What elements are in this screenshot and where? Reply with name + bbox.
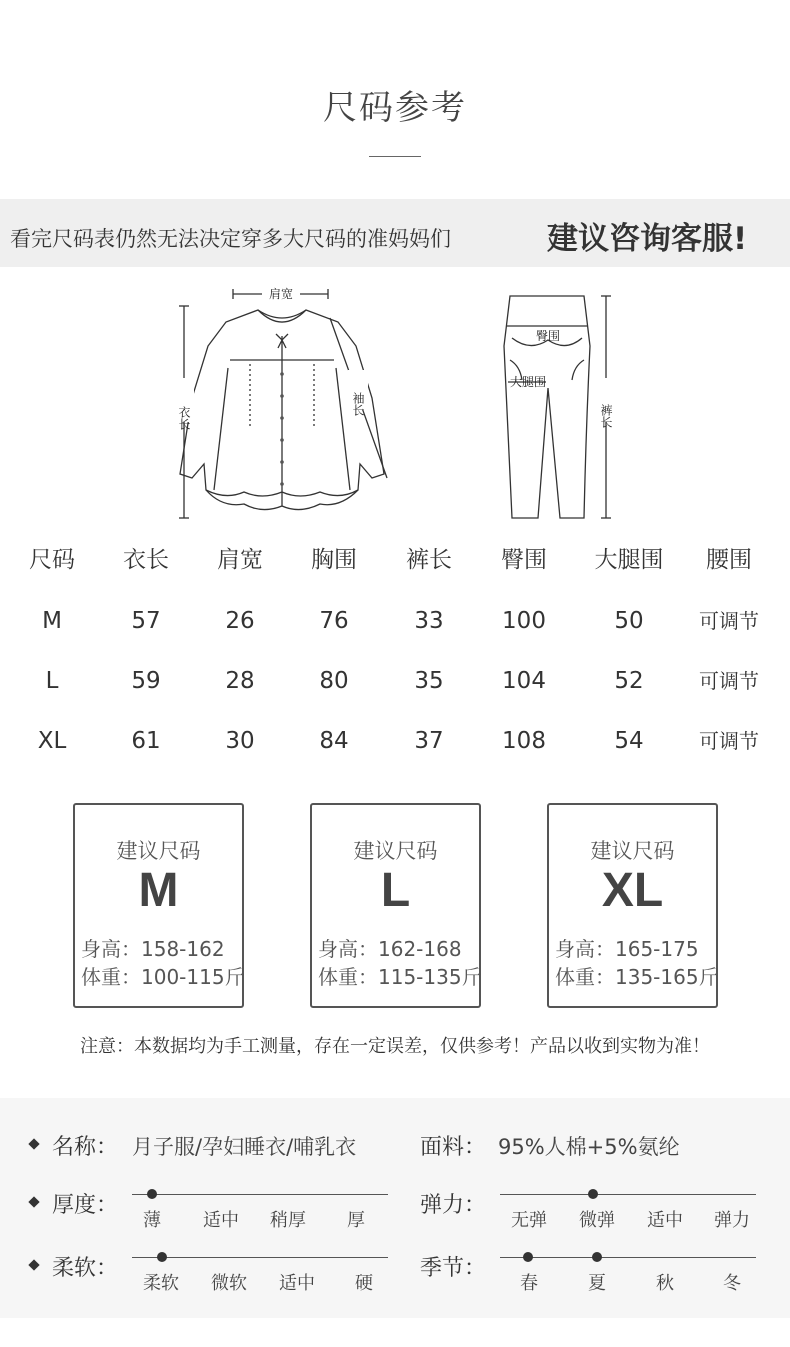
softness-marker xyxy=(157,1252,167,1262)
table-cell: 33 xyxy=(414,608,444,634)
softness-label: 柔软： xyxy=(52,1256,119,1281)
pants-length-label: 裤长 xyxy=(599,404,613,428)
recommend-weight: 体重：100-115斤 xyxy=(81,965,245,989)
table-cell: 108 xyxy=(502,728,546,754)
table-cell: 104 xyxy=(502,668,546,694)
table-cell: 76 xyxy=(319,608,349,634)
garment-diagram xyxy=(0,278,790,528)
elasticity-option: 适中 xyxy=(647,1210,683,1231)
table-cell: 30 xyxy=(225,728,255,754)
header-cell: 尺码 xyxy=(29,547,75,573)
table-cell: 57 xyxy=(131,608,161,634)
banner-headline: 建议咨询客服! xyxy=(547,221,748,257)
thickness-scale xyxy=(132,1194,388,1195)
table-cell: XL xyxy=(37,728,67,754)
thigh-label: 大腿围 xyxy=(509,375,547,389)
elasticity-option: 微弹 xyxy=(579,1210,615,1231)
elasticity-label: 弹力： xyxy=(420,1193,487,1218)
name-value: 月子服/孕妇睡衣/哺乳衣 xyxy=(132,1135,357,1159)
table-cell: 61 xyxy=(131,728,161,754)
recommend-label: 建议尺码 xyxy=(353,839,438,863)
fabric-value: 95%人棉+5%氨纶 xyxy=(498,1135,680,1159)
season-option: 冬 xyxy=(723,1273,741,1294)
recommend-height: 身高：165-175 xyxy=(555,937,699,961)
softness-option: 微软 xyxy=(211,1273,247,1294)
header-cell: 臀围 xyxy=(501,547,547,573)
elasticity-scale xyxy=(500,1194,756,1195)
page-title: 尺码参考 xyxy=(323,88,467,128)
recommend-card-l xyxy=(310,803,481,1008)
table-cell: 54 xyxy=(614,728,644,754)
softness-option: 柔软 xyxy=(143,1273,179,1294)
table-cell: L xyxy=(45,668,59,694)
thickness-option: 厚 xyxy=(347,1210,365,1231)
garment-illustration xyxy=(0,278,790,528)
table-cell: 59 xyxy=(131,668,161,694)
table-cell: 可调节 xyxy=(699,669,759,693)
header-cell: 衣长 xyxy=(123,547,169,573)
table-cell: 35 xyxy=(414,668,444,694)
recommend-size: M xyxy=(138,864,179,917)
thickness-option: 稍厚 xyxy=(270,1210,306,1231)
season-option: 夏 xyxy=(588,1273,606,1294)
header-cell: 胸围 xyxy=(311,547,357,573)
season-scale xyxy=(500,1257,756,1258)
recommend-label: 建议尺码 xyxy=(116,839,201,863)
season-option: 秋 xyxy=(656,1273,674,1294)
elasticity-option: 无弹 xyxy=(511,1210,547,1231)
recommend-label: 建议尺码 xyxy=(590,839,675,863)
season-marker xyxy=(592,1252,602,1262)
recommend-weight: 体重：135-165斤 xyxy=(555,965,719,989)
header-cell: 裤长 xyxy=(406,547,452,573)
table-row xyxy=(0,601,790,641)
table-row xyxy=(0,721,790,761)
bullet-diamond-icon xyxy=(28,1138,39,1149)
consult-banner xyxy=(0,199,790,267)
fabric-label: 面料： xyxy=(420,1135,487,1160)
table-cell: 84 xyxy=(319,728,349,754)
bullet-diamond-icon xyxy=(28,1196,39,1207)
recommend-size: XL xyxy=(601,864,664,917)
table-cell: 50 xyxy=(614,608,644,634)
season-label: 季节： xyxy=(420,1256,487,1281)
header-cell: 肩宽 xyxy=(217,547,263,573)
recommend-height: 身高：162-168 xyxy=(318,937,462,961)
thickness-marker xyxy=(147,1189,157,1199)
title-divider xyxy=(369,156,421,157)
recommend-height: 身高：158-162 xyxy=(81,937,225,961)
table-cell: 28 xyxy=(225,668,255,694)
table-cell: 可调节 xyxy=(699,729,759,753)
table-cell: M xyxy=(42,608,62,634)
season-marker xyxy=(523,1252,533,1262)
recommend-size: L xyxy=(380,864,411,917)
table-cell: 37 xyxy=(414,728,444,754)
size-table-header xyxy=(0,540,790,580)
thickness-option: 薄 xyxy=(143,1210,161,1231)
thickness-label: 厚度： xyxy=(52,1193,119,1218)
softness-option: 硬 xyxy=(355,1273,373,1294)
elasticity-option: 弹力 xyxy=(714,1210,750,1231)
shoulder-label: 肩宽 xyxy=(268,287,294,301)
table-cell: 80 xyxy=(319,668,349,694)
recommend-card-m xyxy=(73,803,244,1008)
name-label: 名称： xyxy=(52,1135,119,1160)
header-cell: 腰围 xyxy=(706,547,752,573)
elasticity-marker xyxy=(588,1189,598,1199)
bullet-diamond-icon xyxy=(28,1259,39,1270)
header-cell: 大腿围 xyxy=(594,547,664,573)
table-cell: 可调节 xyxy=(699,609,759,633)
softness-scale xyxy=(132,1257,388,1258)
table-cell: 52 xyxy=(614,668,644,694)
sleeve-label: 袖长 xyxy=(351,392,365,416)
season-option: 春 xyxy=(520,1273,538,1294)
banner-subtext: 看完尺码表仍然无法决定穿多大尺码的准妈妈们 xyxy=(10,227,451,251)
recommend-card-xl xyxy=(547,803,718,1008)
table-cell: 26 xyxy=(225,608,255,634)
thickness-option: 适中 xyxy=(203,1210,239,1231)
measurement-note: 注意：本数据均为手工测量，存在一定误差，仅供参考！产品以收到实物为准！ xyxy=(80,1036,710,1057)
product-info-panel xyxy=(0,1098,790,1318)
top-length-label: 衣长 xyxy=(177,406,191,430)
softness-option: 适中 xyxy=(279,1273,315,1294)
recommend-weight: 体重：115-135斤 xyxy=(318,965,482,989)
hip-label: 臀围 xyxy=(535,329,561,343)
table-row xyxy=(0,661,790,701)
table-cell: 100 xyxy=(502,608,546,634)
